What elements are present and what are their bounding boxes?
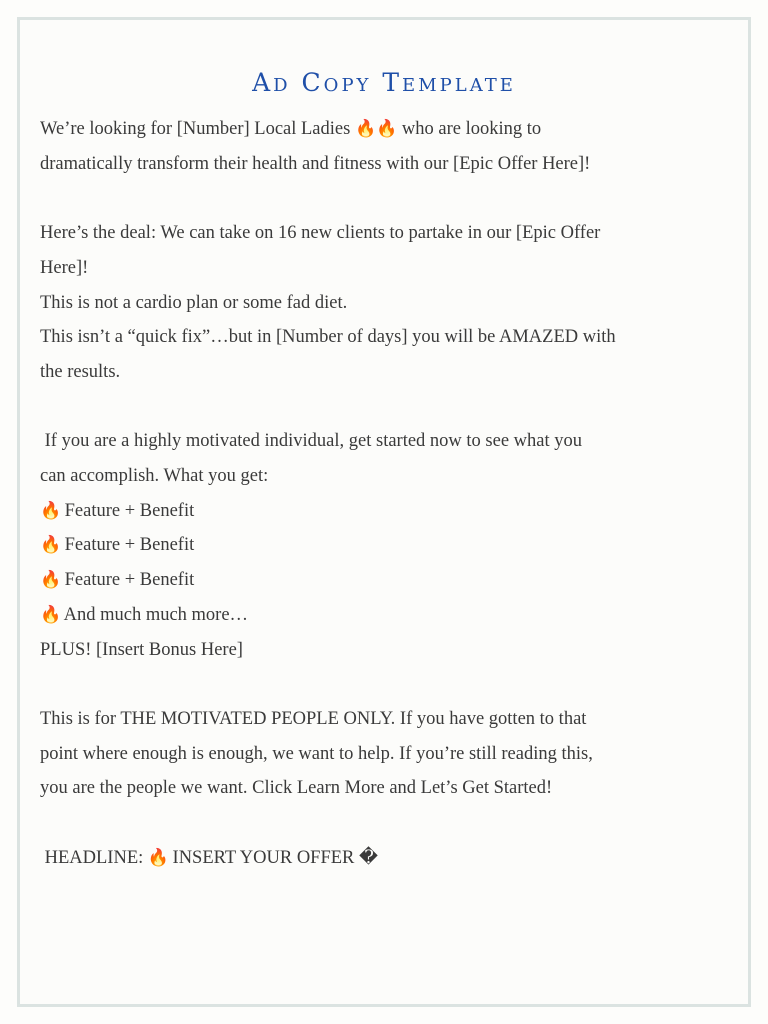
- bullet-item: [40, 563, 705, 598]
- paragraph-4-line-2: point where enough is enough, we want to help. If you’re still reading this,: [40, 743, 593, 764]
- paragraph-2-line-2: Here]!: [40, 257, 89, 278]
- bonus-line: PLUS! [Insert Bonus Here]: [40, 639, 243, 660]
- bullet-item: [40, 528, 705, 563]
- paragraph-2-line-1: Here’s the deal: We can take on 16 new clients to partake in our [Epic Offer: [40, 223, 601, 244]
- fire-icon: 🔥: [40, 570, 62, 591]
- headline-line: [40, 841, 705, 876]
- paragraph-4-line-1: This is for THE MOTIVATED PEOPLE ONLY. If you have gotten to that: [40, 708, 587, 729]
- paragraph-4-line-3: you are the people we want. Click Learn More and Let’s Get Started!: [40, 778, 553, 799]
- paragraph-spacer: [40, 390, 705, 425]
- document-title: Ad Copy Template: [252, 68, 516, 97]
- paragraph-spacer: [40, 806, 705, 841]
- paragraph-3-line-2: can accomplish. What you get:: [40, 466, 269, 486]
- bullet-text: Feature + Benefit: [64, 570, 195, 591]
- text-segment: who are looking to: [397, 119, 542, 139]
- paragraph-2-line-5: the results.: [40, 361, 121, 382]
- paragraph-spacer: [40, 667, 705, 702]
- bullet-text: Feature + Benefit: [64, 500, 195, 521]
- headline-label: HEADLINE:: [40, 847, 148, 868]
- bullet-item: [40, 598, 705, 633]
- fire-icon: 🔥🔥: [354, 119, 398, 139]
- paragraph-spacer: [40, 181, 705, 216]
- paragraph-1-line-2: dramatically transform their health and fitness with our [Epic Offer Here]!: [40, 153, 591, 174]
- paragraph-1-line-1: [40, 112, 705, 147]
- ad-copy-body: [40, 112, 705, 875]
- paragraph-2-line-3: This is not a cardio plan or some fad diet.: [40, 292, 348, 313]
- text-segment: We’re looking for [Number] Local Ladies: [40, 119, 355, 139]
- paragraph-2-line-4: This isn’t a “quick fix”…but in [Number of days] you will be AMAZED with: [40, 327, 616, 348]
- fire-icon: 🔥: [40, 535, 62, 556]
- paragraph-3-line-1: If you are a highly motivated individual, get started now to see what you: [40, 431, 583, 452]
- bullet-text: Feature + Benefit: [64, 535, 195, 556]
- fire-icon: 🔥: [147, 847, 170, 868]
- fire-icon: 🔥: [40, 604, 62, 625]
- bullet-text: And much much more…: [63, 604, 249, 625]
- fire-icon: 🔥: [40, 500, 62, 521]
- bullet-item: [40, 494, 705, 529]
- headline-text: INSERT YOUR OFFER �: [167, 847, 378, 868]
